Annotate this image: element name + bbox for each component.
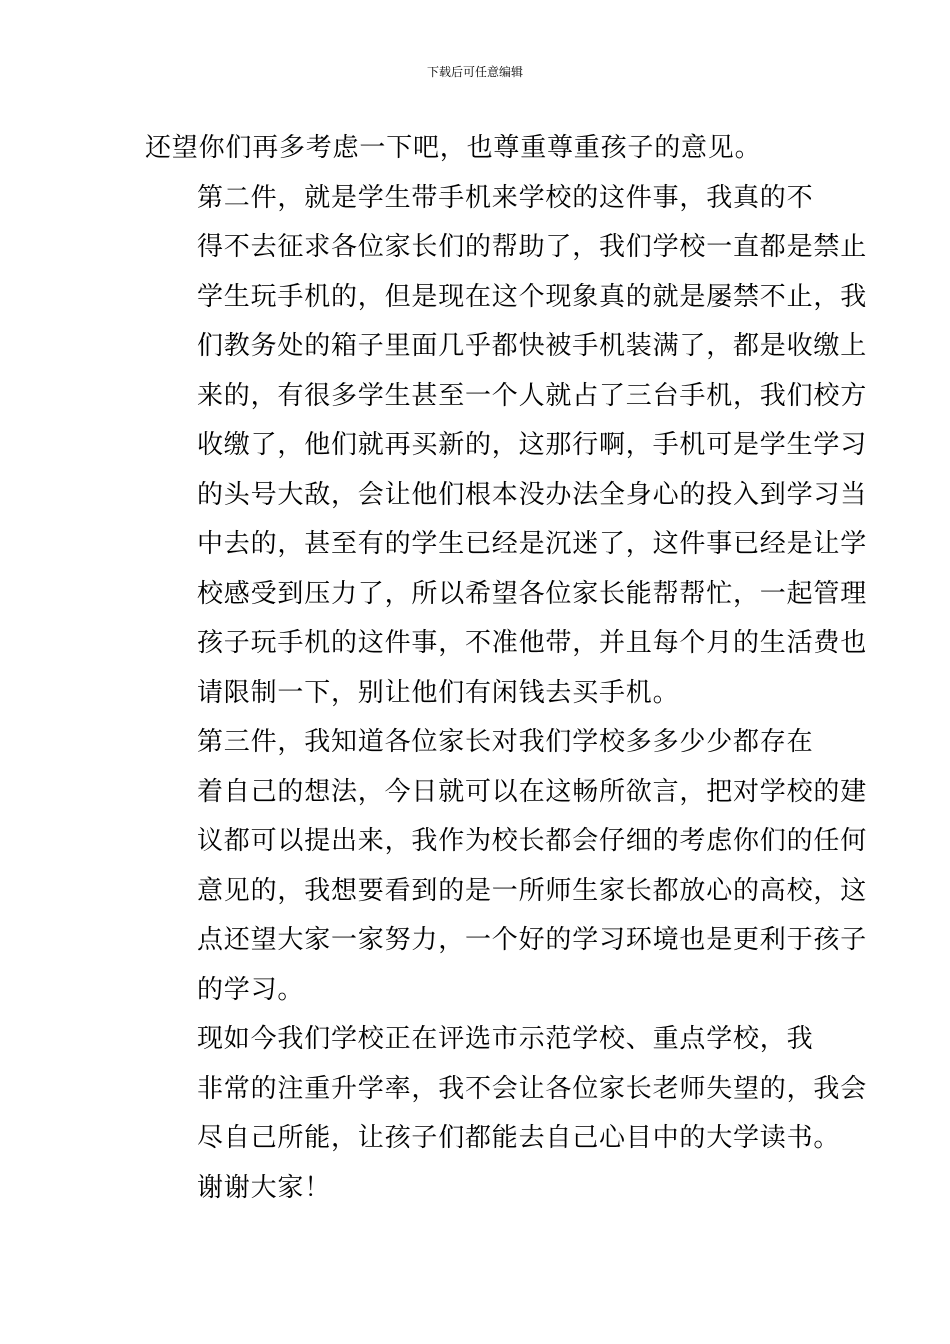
text-line: 请限制一下，别让他们有闲钱去买手机。 [197,677,680,708]
text-line: 学生玩手机的，但是现在这个现象真的就是屡禁不止，我 [197,281,868,312]
paragraph [145,124,807,174]
text-line: 现如今我们学校正在评选市示范学校、重点学校，我 [197,1024,814,1054]
text-line: 第二件，就是学生带手机来学校的这件事，我真的不 [197,182,814,213]
text-line: 孩子玩手机的这件事，不准他带，并且每个月的生活费也 [197,628,868,658]
document-body [145,124,868,1213]
paragraph [145,1164,807,1214]
text-line: 来的，有很多学生甚至一个人就占了三台手机，我们校方 [197,380,868,411]
text-line: 中去的，甚至有的学生已经是沉迷了，这件事已经是让学 [197,529,868,559]
text-line: 意见的，我想要看到的是一所师生家长都放心的高校，这 [197,875,868,906]
text-line: 的学习。 [197,974,305,1005]
text-line: 还望你们再多考虑一下吧，也尊重尊重孩子的意见。 [145,133,762,163]
text-line: 的头号大敌，会让他们根本没办法全身心的投入到学习当 [197,479,868,510]
text-line: 议都可以提出来，我作为校长都会仔细的考虑你们的任何 [197,826,868,856]
text-line: 第三件，我知道各位家长对我们学校多多少少都存在 [197,727,814,757]
paragraph [145,1015,868,1164]
text-line: 校感受到压力了，所以希望各位家长能帮帮忙，一起管理 [197,578,868,609]
paragraph [145,174,868,719]
page-header: 下载后可任意编辑 [426,65,523,79]
text-line: 得不去征求各位家长们的帮助了，我们学校一直都是禁止 [197,232,868,262]
text-line: 们教务处的箱子里面几乎都快被手机装满了，都是收缴上 [197,331,868,361]
text-line: 谢谢大家！ [197,1172,332,1203]
text-line: 非常的注重升学率，我不会让各位家长老师失望的，我会 [197,1073,868,1104]
text-line: 点还望大家一家努力，一个好的学习环境也是更利于孩子 [197,925,868,955]
text-line: 尽自己所能，让孩子们都能去自己心目中的大学读书。 [197,1123,841,1153]
paragraph [145,718,868,1015]
text-line: 着自己的想法，今日就可以在这畅所欲言，把对学校的建 [197,776,868,807]
text-line: 收缴了，他们就再买新的，这那行啊，手机可是学生学习 [197,430,868,460]
